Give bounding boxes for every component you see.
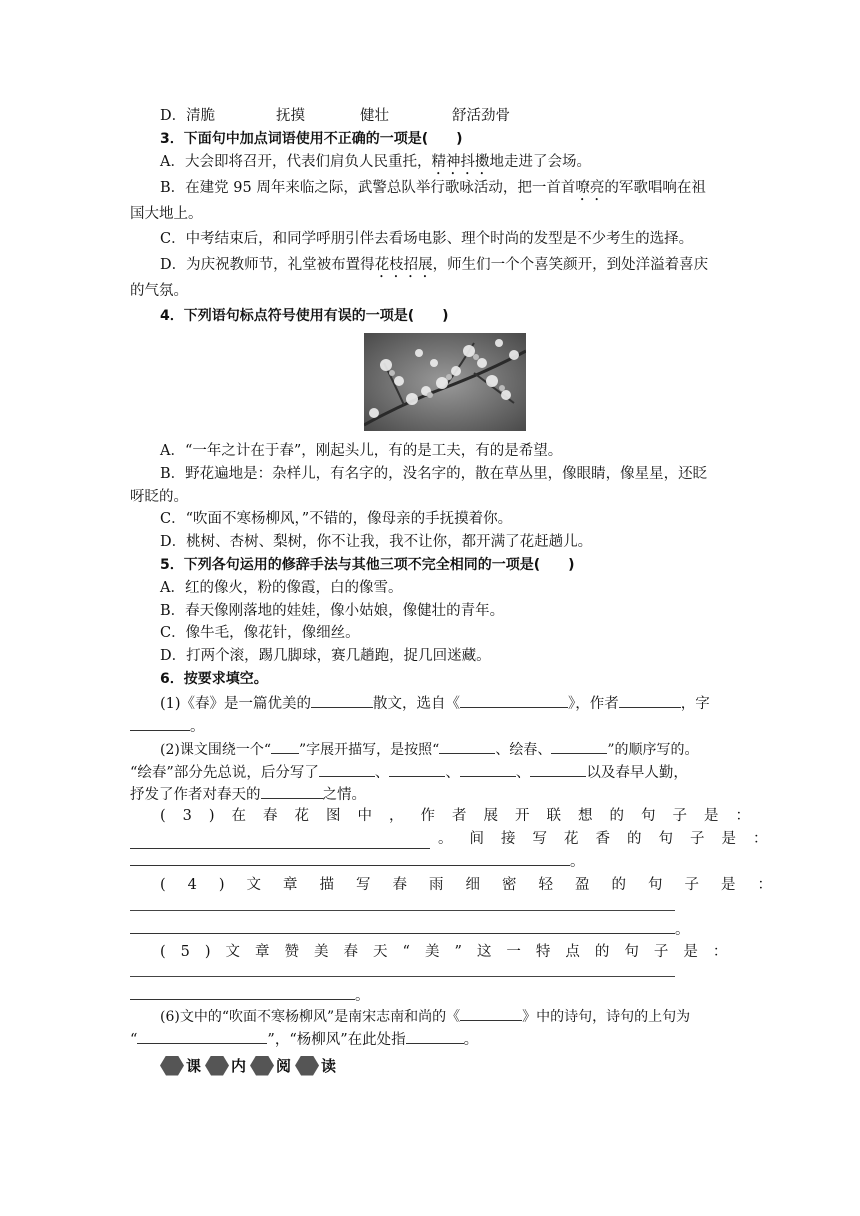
answer-line[interactable] bbox=[130, 976, 675, 977]
q6-part-1: (1)《春》是一篇优美的 散文，选自《 》，作者 ，字 bbox=[160, 692, 710, 714]
q6-part-1-cont: 。 bbox=[130, 715, 205, 737]
blank[interactable] bbox=[319, 761, 375, 777]
q3-option-d: D．为庆祝教师节，礼堂被布置得花枝招展，师生们一个个喜笑颜开，到处洋溢着喜庆 bbox=[160, 257, 709, 273]
q4-option-b-cont: 呀眨的。 bbox=[130, 489, 188, 505]
question-5-stem: 5．下列各句运用的修辞手法与其他三项不完全相同的一项是( ) bbox=[160, 557, 575, 573]
q5-option-b: B．春天像刚落地的娃娃，像小姑娘，像健壮的青年。 bbox=[160, 603, 505, 619]
q6-part-6-cont: “ ”，“杨柳风”在此处指 。 bbox=[130, 1028, 478, 1050]
blank[interactable] bbox=[619, 692, 681, 708]
blossom-photo bbox=[364, 333, 526, 431]
q6-part-4: (4)文章描写春雨细密轻盈的句子是： bbox=[160, 877, 795, 893]
q6-part-5-end: 。 bbox=[130, 984, 370, 1006]
blank[interactable] bbox=[130, 918, 675, 934]
q6-part-6: (6)文中的“吹面不寒杨柳风”是南宋志南和尚的《 》中的诗句，诗句的上句为 bbox=[160, 1005, 690, 1027]
q6-part-4-end: 。 bbox=[130, 918, 690, 940]
blank[interactable] bbox=[130, 715, 190, 731]
q3-option-c: C．中考结束后，和同学呼朋引伴去看场电影、理个时尚的发型是不少考生的选择。 bbox=[160, 231, 694, 247]
blossom-branch-image bbox=[364, 333, 526, 431]
blank[interactable] bbox=[460, 692, 568, 708]
q4-option-b: B．野花遍地是：杂样儿，有名字的，没名字的，散在草丛里，像眼睛，像星星，还眨 bbox=[160, 466, 708, 482]
section-header-in-class-reading: 课 内 阅 读 bbox=[160, 1055, 340, 1076]
blank[interactable] bbox=[460, 761, 516, 777]
hexagon-icon bbox=[160, 1056, 184, 1076]
blank[interactable] bbox=[137, 1028, 267, 1044]
question-6-stem: 6．按要求填空。 bbox=[160, 671, 268, 687]
blank[interactable] bbox=[130, 833, 430, 849]
q6-part-2: (2)课文围绕一个“ ”字展开描写，是按照“ 、绘春、 ”的顺序写的。 bbox=[160, 738, 699, 760]
q5-option-a: A．红的像火，粉的像霞，白的像雪。 bbox=[160, 580, 403, 596]
blank[interactable] bbox=[460, 1005, 522, 1021]
q6-part-5: (5)文章赞美春天“美”这一特点的句子是： bbox=[160, 944, 743, 960]
hexagon-icon bbox=[295, 1056, 319, 1076]
hexagon-icon bbox=[205, 1056, 229, 1076]
blank[interactable] bbox=[271, 738, 299, 754]
blank[interactable] bbox=[389, 761, 445, 777]
q6-part-3-end: 。 bbox=[130, 850, 585, 872]
question-4-stem: 4．下列语句标点符号使用有误的一项是( ) bbox=[160, 308, 449, 324]
blank[interactable] bbox=[530, 761, 586, 777]
blank[interactable] bbox=[551, 738, 607, 754]
q6-part-2-cont: “绘春”部分先总说，后分写了 、 、 、 以及春早人勤， bbox=[130, 761, 688, 783]
q5-option-d: D．打两个滚，踢几脚球，赛几趟跑，捉几回迷藏。 bbox=[160, 648, 491, 664]
q6-part-3-cont: 。间接写花香的句子是： bbox=[130, 829, 785, 849]
answer-line[interactable] bbox=[130, 910, 675, 911]
blank[interactable] bbox=[261, 783, 323, 799]
q4-option-c: C．“吹面不寒杨柳风，”不错的，像母亲的手抚摸着你。 bbox=[160, 511, 513, 527]
q4-option-d: D．桃树、杏树、梨树，你不让我，我不让你，都开满了花赶趟儿。 bbox=[160, 534, 593, 550]
blank[interactable] bbox=[130, 850, 570, 866]
q4-option-a: A．“一年之计在于春”，刚起头儿，有的是工夫，有的是希望。 bbox=[160, 443, 563, 459]
q5-option-c: C．像牛毛，像花针，像细丝。 bbox=[160, 625, 360, 641]
question-3-stem: 3．下面句中加点词语使用不正确的一项是( ) bbox=[160, 131, 463, 147]
blank[interactable] bbox=[130, 984, 355, 1000]
option-d-words: D．清脆 抚摸 健壮 舒活劲骨 bbox=[160, 108, 510, 124]
blank[interactable] bbox=[311, 692, 373, 708]
blank[interactable] bbox=[439, 738, 495, 754]
q3-option-b: B．在建党 95 周年来临之际，武警总队举行歌咏活动，把一首首嘹亮的军歌唱响在祖 bbox=[160, 180, 706, 196]
q6-part-3: (3)在春花图中，作者展开联想的句子是： bbox=[160, 808, 768, 824]
hexagon-icon bbox=[250, 1056, 274, 1076]
q3-option-b-cont: 国大地上。 bbox=[130, 206, 203, 222]
q3-option-a: A．大会即将召开，代表们肩负人民重托，精神抖擞地走进了会场。 bbox=[160, 154, 591, 170]
q6-part-2-end: 抒发了作者对春天的 之情。 bbox=[130, 783, 366, 805]
q3-option-d-cont: 的气氛。 bbox=[130, 283, 188, 299]
blank[interactable] bbox=[406, 1028, 464, 1044]
